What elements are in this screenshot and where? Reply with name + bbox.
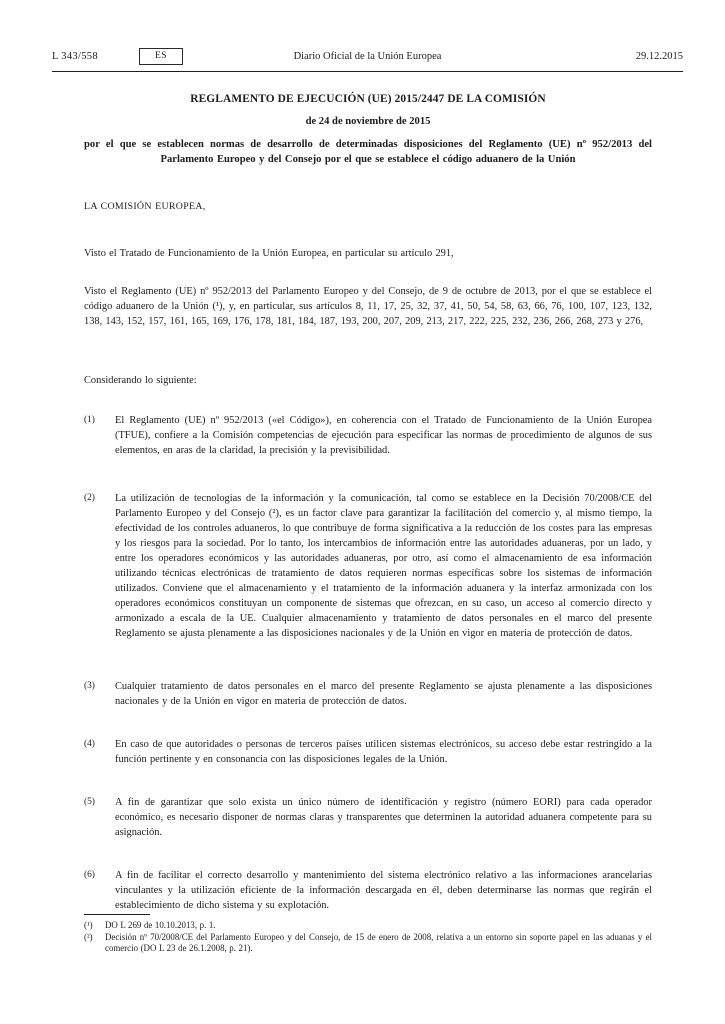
page-header bbox=[52, 48, 683, 70]
footnote-rule bbox=[84, 914, 150, 915]
footnote-marker: (¹) bbox=[84, 920, 93, 930]
regulation-title: REGLAMENTO DE EJECUCIÓN (UE) 2015/2447 DE LA COMISIÓN bbox=[190, 93, 546, 105]
recital-item-4 bbox=[84, 737, 652, 767]
recital-number: (2) bbox=[84, 493, 95, 503]
recital-number: (3) bbox=[84, 681, 95, 691]
recital-text: A fin de facilitar el correcto desarrollo y mantenimiento del sistema electrónico relativo a las informaciones arancelarias vinculantes y la utilización eficiente de la información descargada en él, deben determinarse las normas que regirán el establecimiento de dicho sistema y su explotación. bbox=[115, 870, 652, 911]
regulation-subject: por el que se establecen normas de desarrollo de determinadas disposiciones del Reglamento (UE) nº 952/2013 del Parlamento Europeo y del Consejo por el que se establece el código aduanero de la Unión bbox=[84, 139, 652, 165]
recital-number: (6) bbox=[84, 870, 95, 880]
header-rule bbox=[52, 71, 683, 72]
citation-treaty: Visto el Tratado de Funcionamiento de la Unión Europea, en particular su artículo 291, bbox=[84, 248, 454, 259]
citation-regulation: Visto el Reglamento (UE) nº 952/2013 del Parlamento Europeo y del Consejo, de 9 de octubre de 2013, por el que se establece el código aduanero de la Unión (¹), y, en particular, sus artículos 8, 11, 17, 25, 32, 37, 41, 50, 54, 58, 63, 66, 76, 100, 107, 123, 132, 138, 143, 152, 157, 161, 165, 169, 176, 178, 181, 184, 187, 193, 200, 207, 209, 213, 217, 222, 225, 232, 236, 266, 268, 273 y 276, bbox=[84, 286, 652, 327]
recital-number: (5) bbox=[84, 797, 95, 807]
preamble-opening: LA COMISIÓN EUROPEA, bbox=[84, 201, 206, 212]
footnote-marker: (²) bbox=[84, 931, 93, 942]
footnote-item-1 bbox=[84, 920, 652, 932]
recital-text: Cualquier tratamiento de datos personales en el marco del presente Reglamento se ajusta plenamente a las disposiciones nacionales y de la Unión en vigor en materia de protección de datos. bbox=[115, 681, 652, 707]
recital-text: La utilización de tecnologías de la información y la comunicación, tal como se establece en la Decisión 70/2008/CE del Parlamento Europeo y del Consejo (²), es un factor clave para garantizar la facilitación del comercio y, al mismo tiempo, la efectividad de los controles aduaneros, lo que contribuye de forma significativa a la reducción de los costes para las empresas y los riesgos para la sociedad. Por lo tanto, los intercambios de información entre las autoridades aduaneras, por un lado, y entre los operadores económicos y las autoridades aduaneras, por otro, así como el almacenamiento de esa información utilizando técnicas electrónicas de tratamiento de datos requieren normas específicas sobre los sistemas de información utilizados. Conviene que el almacenamiento y el tratamiento de la información aduanera y la interfaz armonizada con los operadores económicos constituyan un componente de sistemas que ofrezcan, en su caso, un acceso al comercio directo y armonizado a escala de la UE. Cualquier almacenamiento y tratamiento de datos personales en el marco del presente Reglamento se ajusta plenamente a las disposiciones nacionales y de la Unión en vigor en materia de protección de datos. bbox=[115, 493, 652, 639]
footnote-text: DO L 269 de 10.10.2013, p. 1. bbox=[105, 920, 216, 930]
issue-date: 29.12.2015 bbox=[635, 51, 683, 62]
recital-item-6 bbox=[84, 868, 652, 913]
recital-number: (4) bbox=[84, 739, 95, 749]
regulation-date-line: de 24 de noviembre de 2015 bbox=[305, 116, 431, 127]
page-number: L 343/558 bbox=[52, 51, 98, 62]
recital-text: A fin de garantizar que solo exista un único número de identificación y registro (número EORI) para cada operador económico, es necesario disponer de normas claras y transparentes que determinen la autoridad aduanera competente para su asignación. bbox=[115, 797, 652, 838]
recital-item-1 bbox=[84, 413, 652, 458]
recital-number: (1) bbox=[84, 415, 95, 425]
recital-text: El Reglamento (UE) nº 952/2013 («el Código»), en coherencia con el Tratado de Funcionamiento de la Unión Europea (TFUE), confiere a la Comisión competencias de ejecución para especificar las normas de procedimiento de algunos de sus elementos, en aras de la claridad, la precisión y la previsibilidad. bbox=[115, 415, 652, 456]
recital-item-5 bbox=[84, 795, 652, 840]
footnote-text: Decisión nº 70/2008/CE del Parlamento Europeo y del Consejo, de 15 de enero de 2008, relativa a un entorno sin soporte papel en las aduanas y el comercio (DO L 23 de 26.1.2008, p. 21). bbox=[105, 931, 652, 954]
journal-title: Diario Oficial de la Unión Europea bbox=[293, 51, 442, 62]
language-badge: ES bbox=[139, 48, 183, 65]
footnote-item-2 bbox=[84, 932, 652, 955]
recital-item-3 bbox=[84, 679, 652, 709]
footnotes bbox=[84, 920, 652, 955]
considering-intro: Considerando lo siguiente: bbox=[84, 375, 197, 386]
recital-item-2 bbox=[84, 491, 652, 641]
recital-text: En caso de que autoridades o personas de terceros países utilicen sistemas electrónicos, su acceso debe estar restringido a la función pertinente y en consonancia con las disposiciones legales de la Unión. bbox=[115, 739, 652, 765]
